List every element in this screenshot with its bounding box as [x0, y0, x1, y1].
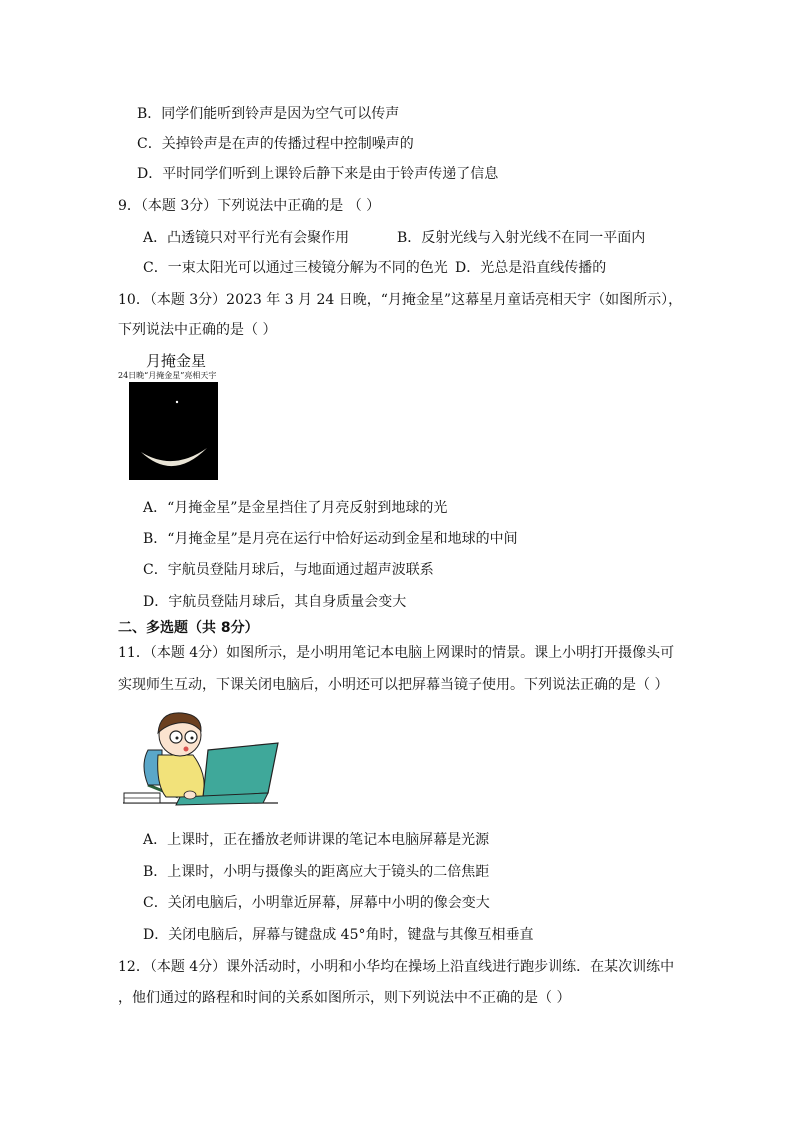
q9-option-d: D．光总是沿直线传播的: [455, 260, 607, 276]
q12-stem-line1: 12．（本题 4分）课外活动时，小明和小华均在操场上沿直线进行跑步训练．在某次训练中: [118, 959, 675, 975]
q10-option-d: D．宇航员登陆月球后，其自身质量会变大: [143, 594, 407, 610]
q10-option-b: B．“月掩金星”是月亮在运行中恰好运动到金星和地球的中间: [143, 531, 518, 547]
q11-option-c: C．关闭电脑后，小明靠近屏幕，屏幕中小明的像会变大: [143, 895, 490, 911]
q11-stem-line2: 实现师生互动，下课关闭电脑后，小明还可以把屏幕当镜子使用。下列说法正确的是（ ）: [118, 677, 669, 693]
q8-option-b: B．同学们能听到铃声是因为空气可以传声: [137, 106, 400, 122]
q12-stem-line2: ，他们通过的路程和时间的关系如图所示，则下列说法中不正确的是（ ）: [118, 990, 571, 1006]
q11-option-a: A．上课时，正在播放老师讲课的笔记本电脑屏幕是光源: [143, 832, 490, 848]
q11-stem-line1: 11．（本题 4分）如图所示，是小明用笔记本电脑上网课时的情景。课上小明打开摄像头可: [118, 645, 675, 661]
moon-figure-title: 月掩金星: [146, 352, 207, 370]
q10-option-a: A．“月掩金星”是金星挡住了月亮反射到地球的光: [143, 500, 448, 516]
q9-option-b: B．反射光线与入射光线不在同一平面内: [397, 230, 646, 246]
moon-figure-caption: 24日晚“月掩金星”亮相天宇: [118, 371, 217, 380]
q10-stem-line2: 下列说法中正确的是（ ）: [118, 322, 277, 338]
q9-option-c: C．一束太阳光可以通过三棱镜分解为不同的色光: [143, 260, 448, 276]
q8-option-d: D．平时同学们听到上课铃后静下来是由于铃声传递了信息: [137, 166, 499, 182]
venus-dot: [176, 401, 178, 403]
moon-photo: [129, 382, 218, 480]
q11-option-d: D．关闭电脑后，屏幕与键盘成 45°角时，键盘与其像互相垂直: [143, 927, 534, 943]
student-with-laptop-icon: [118, 705, 288, 815]
q8-option-c: C．关掉铃声是在声的传播过程中控制噪声的: [137, 136, 414, 152]
student-laptop-illustration: [118, 705, 288, 815]
section-title-multiple-choice: 二、多选题（共 8分）: [118, 620, 259, 636]
q9-stem: 9．（本题 3分）下列说法中正确的是 （ ）: [118, 198, 381, 214]
q10-stem-line1: 10．（本题 3分）2023 年 3 月 24 日晚，“月掩金星”这幕星月童话亮相天宇（如图所示），: [118, 292, 683, 308]
crescent-moon-icon: [129, 382, 218, 480]
q11-option-b: B．上课时，小明与摄像头的距离应大于镜头的二倍焦距: [143, 864, 490, 880]
q9-option-a: A．凸透镜只对平行光有会聚作用: [143, 230, 350, 246]
q10-option-c: C．宇航员登陆月球后，与地面通过超声波联系: [143, 562, 434, 578]
